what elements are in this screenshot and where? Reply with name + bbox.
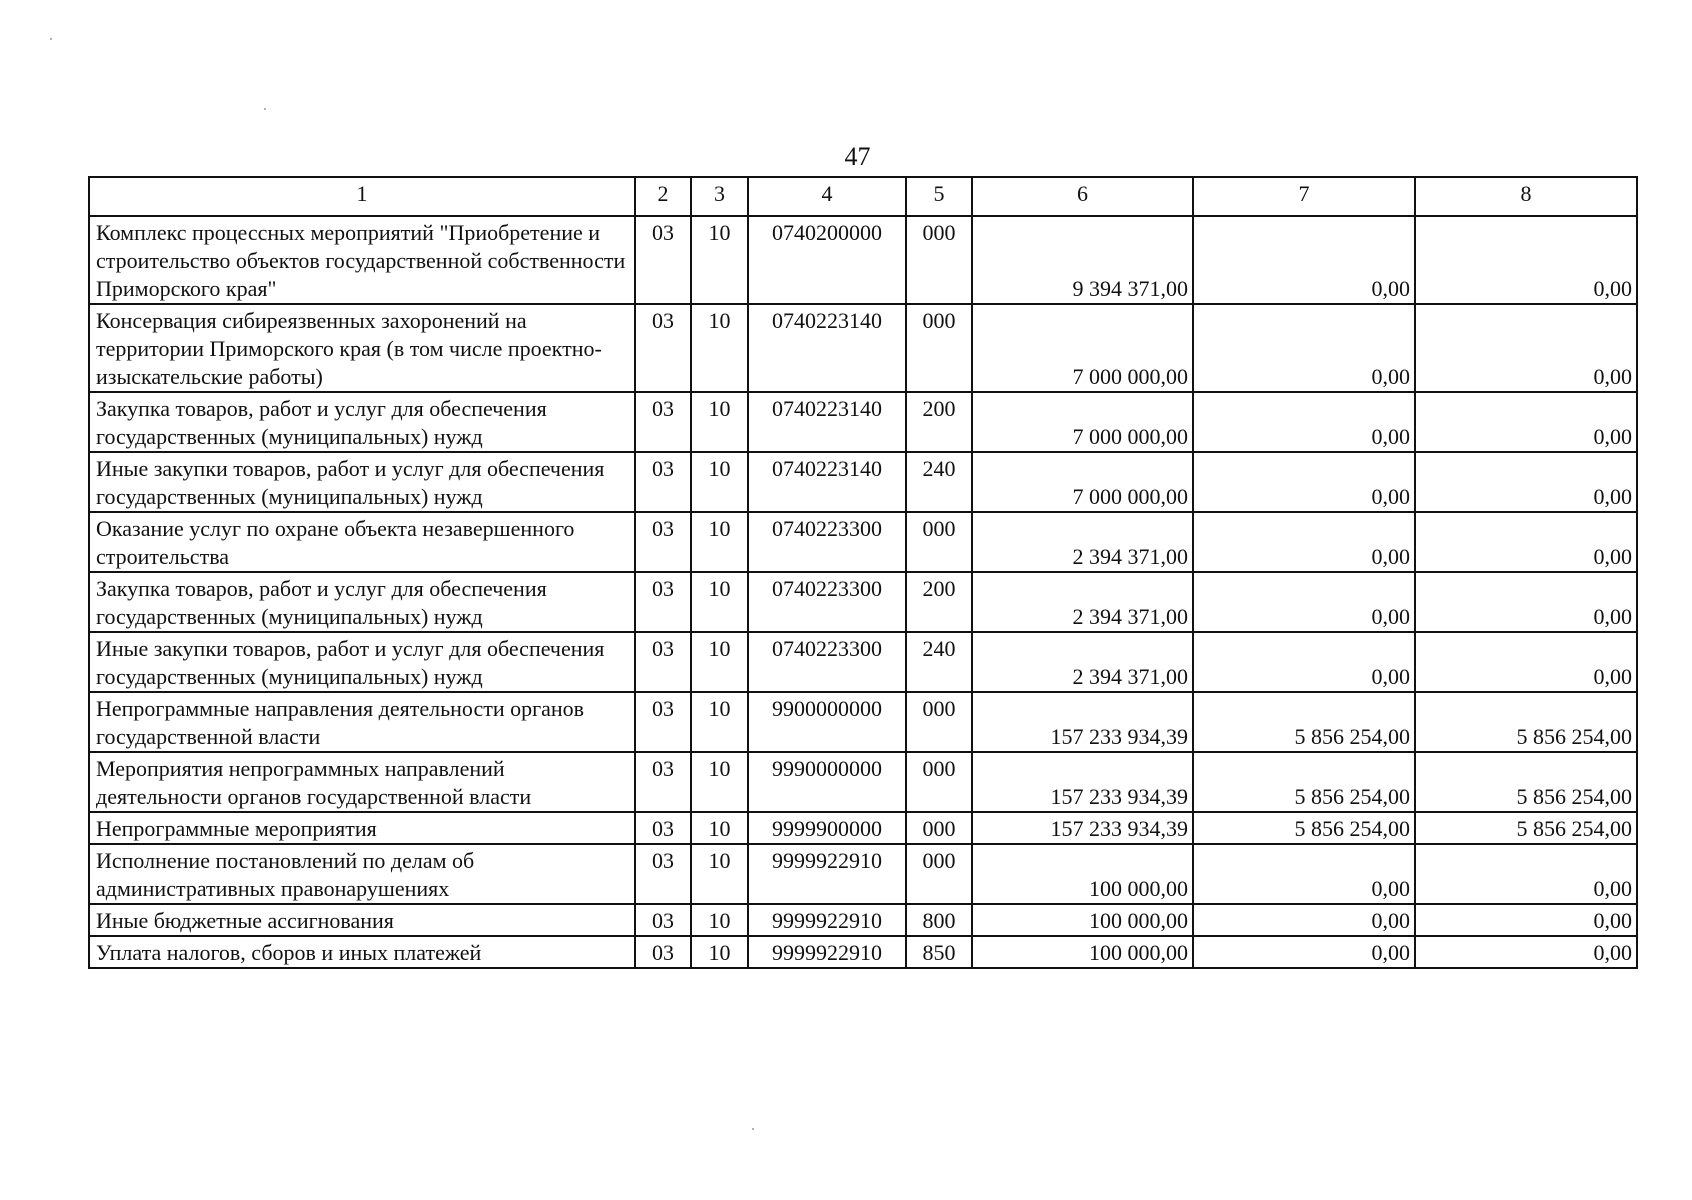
amount-cell: 0,00 — [1415, 512, 1637, 572]
subsection-code-cell: 10 — [691, 452, 748, 512]
target-article-cell: 0740223300 — [748, 572, 906, 632]
target-article-cell: 0740223300 — [748, 512, 906, 572]
amount-cell: 2 394 371,00 — [972, 512, 1193, 572]
scan-speck — [264, 108, 266, 110]
expense-type-cell: 800 — [906, 904, 972, 936]
column-header: 1 — [89, 177, 635, 216]
amount-cell: 2 394 371,00 — [972, 632, 1193, 692]
amount-cell: 2 394 371,00 — [972, 572, 1193, 632]
amount-cell: 5 856 254,00 — [1193, 692, 1415, 752]
subsection-code-cell: 10 — [691, 216, 748, 304]
section-code-cell: 03 — [635, 392, 691, 452]
subsection-code-cell: 10 — [691, 572, 748, 632]
item-name-cell: Закупка товаров, работ и услуг для обеспечения государственных (муниципальных) нужд — [89, 392, 635, 452]
expense-type-cell: 000 — [906, 512, 972, 572]
section-code-cell: 03 — [635, 752, 691, 812]
expense-type-cell: 000 — [906, 752, 972, 812]
section-code-cell: 03 — [635, 512, 691, 572]
amount-cell: 5 856 254,00 — [1415, 812, 1637, 844]
subsection-code-cell: 10 — [691, 512, 748, 572]
amount-cell: 157 233 934,39 — [972, 812, 1193, 844]
table-row — [89, 752, 1637, 812]
amount-cell: 0,00 — [1193, 512, 1415, 572]
amount-cell: 0,00 — [1193, 936, 1415, 968]
amount-cell: 7 000 000,00 — [972, 452, 1193, 512]
column-header: 7 — [1193, 177, 1415, 216]
amount-cell: 0,00 — [1415, 216, 1637, 304]
section-code-cell: 03 — [635, 812, 691, 844]
table-row — [89, 812, 1637, 844]
table-row — [89, 304, 1637, 392]
amount-cell: 100 000,00 — [972, 904, 1193, 936]
expense-type-cell: 000 — [906, 304, 972, 392]
section-code-cell: 03 — [635, 572, 691, 632]
amount-cell: 0,00 — [1415, 304, 1637, 392]
item-name-cell: Непрограммные мероприятия — [89, 812, 635, 844]
subsection-code-cell: 10 — [691, 632, 748, 692]
subsection-code-cell: 10 — [691, 904, 748, 936]
table-row — [89, 632, 1637, 692]
section-code-cell: 03 — [635, 844, 691, 904]
amount-cell: 0,00 — [1193, 904, 1415, 936]
table-header — [89, 177, 1637, 216]
scan-speck — [752, 1128, 754, 1130]
target-article-cell: 0740223140 — [748, 452, 906, 512]
table-row — [89, 452, 1637, 512]
amount-cell: 0,00 — [1415, 904, 1637, 936]
item-name-cell: Мероприятия непрограммных направлений деятельности органов государственной власти — [89, 752, 635, 812]
amount-cell: 0,00 — [1193, 216, 1415, 304]
section-code-cell: 03 — [635, 692, 691, 752]
table-body — [89, 216, 1637, 968]
amount-cell: 0,00 — [1193, 844, 1415, 904]
amount-cell: 5 856 254,00 — [1193, 812, 1415, 844]
section-code-cell: 03 — [635, 304, 691, 392]
amount-cell: 5 856 254,00 — [1415, 752, 1637, 812]
amount-cell: 0,00 — [1193, 304, 1415, 392]
amount-cell: 0,00 — [1193, 632, 1415, 692]
expense-type-cell: 200 — [906, 572, 972, 632]
amount-cell: 157 233 934,39 — [972, 752, 1193, 812]
table-row — [89, 572, 1637, 632]
section-code-cell: 03 — [635, 452, 691, 512]
expense-type-cell: 240 — [906, 452, 972, 512]
table-row — [89, 216, 1637, 304]
amount-cell: 0,00 — [1415, 936, 1637, 968]
target-article-cell: 0740223140 — [748, 304, 906, 392]
column-header: 3 — [691, 177, 748, 216]
table-row — [89, 512, 1637, 572]
amount-cell: 5 856 254,00 — [1193, 752, 1415, 812]
item-name-cell: Иные закупки товаров, работ и услуг для обеспечения государственных (муниципальных) нужд — [89, 632, 635, 692]
expense-type-cell: 240 — [906, 632, 972, 692]
item-name-cell: Закупка товаров, работ и услуг для обеспечения государственных (муниципальных) нужд — [89, 572, 635, 632]
section-code-cell: 03 — [635, 216, 691, 304]
column-header: 6 — [972, 177, 1193, 216]
amount-cell: 0,00 — [1193, 392, 1415, 452]
amount-cell: 0,00 — [1415, 572, 1637, 632]
header-row — [89, 177, 1637, 216]
target-article-cell: 9990000000 — [748, 752, 906, 812]
table-row — [89, 936, 1637, 968]
subsection-code-cell: 10 — [691, 304, 748, 392]
subsection-code-cell: 10 — [691, 692, 748, 752]
table-row — [89, 844, 1637, 904]
scan-speck — [50, 38, 52, 40]
amount-cell: 0,00 — [1415, 392, 1637, 452]
amount-cell: 7 000 000,00 — [972, 304, 1193, 392]
subsection-code-cell: 10 — [691, 812, 748, 844]
expense-type-cell: 000 — [906, 844, 972, 904]
section-code-cell: 03 — [635, 904, 691, 936]
amount-cell: 0,00 — [1193, 452, 1415, 512]
target-article-cell: 9900000000 — [748, 692, 906, 752]
expense-type-cell: 000 — [906, 692, 972, 752]
amount-cell: 0,00 — [1415, 632, 1637, 692]
expense-type-cell: 200 — [906, 392, 972, 452]
subsection-code-cell: 10 — [691, 844, 748, 904]
column-header: 2 — [635, 177, 691, 216]
expense-type-cell: 000 — [906, 812, 972, 844]
amount-cell: 0,00 — [1415, 452, 1637, 512]
target-article-cell: 0740223300 — [748, 632, 906, 692]
item-name-cell: Комплекс процессных мероприятий "Приобретение и строительство объектов государственной собственности Приморского края" — [89, 216, 635, 304]
table-row — [89, 904, 1637, 936]
column-header: 4 — [748, 177, 906, 216]
subsection-code-cell: 10 — [691, 936, 748, 968]
target-article-cell: 9999922910 — [748, 936, 906, 968]
section-code-cell: 03 — [635, 936, 691, 968]
target-article-cell: 0740200000 — [748, 216, 906, 304]
subsection-code-cell: 10 — [691, 392, 748, 452]
expense-type-cell: 850 — [906, 936, 972, 968]
amount-cell: 9 394 371,00 — [972, 216, 1193, 304]
item-name-cell: Консервация сибиреязвенных захоронений на территории Приморского края (в том числе проектно-изыскательские работы) — [89, 304, 635, 392]
section-code-cell: 03 — [635, 632, 691, 692]
item-name-cell: Исполнение постановлений по делам об административных правонарушениях — [89, 844, 635, 904]
amount-cell: 5 856 254,00 — [1415, 692, 1637, 752]
item-name-cell: Иные бюджетные ассигнования — [89, 904, 635, 936]
amount-cell: 100 000,00 — [972, 936, 1193, 968]
amount-cell: 7 000 000,00 — [972, 392, 1193, 452]
amount-cell: 0,00 — [1193, 572, 1415, 632]
subsection-code-cell: 10 — [691, 752, 748, 812]
item-name-cell: Иные закупки товаров, работ и услуг для обеспечения государственных (муниципальных) нужд — [89, 452, 635, 512]
budget-table — [88, 176, 1638, 969]
item-name-cell: Непрограммные направления деятельности органов государственной власти — [89, 692, 635, 752]
amount-cell: 0,00 — [1415, 844, 1637, 904]
page-number: 47 — [844, 142, 871, 171]
table-row — [89, 692, 1637, 752]
column-header: 8 — [1415, 177, 1637, 216]
target-article-cell: 0740223140 — [748, 392, 906, 452]
expense-type-cell: 000 — [906, 216, 972, 304]
amount-cell: 157 233 934,39 — [972, 692, 1193, 752]
target-article-cell: 9999922910 — [748, 844, 906, 904]
item-name-cell: Уплата налогов, сборов и иных платежей — [89, 936, 635, 968]
item-name-cell: Оказание услуг по охране объекта незавершенного строительства — [89, 512, 635, 572]
target-article-cell: 9999922910 — [748, 904, 906, 936]
target-article-cell: 9999900000 — [748, 812, 906, 844]
column-header: 5 — [906, 177, 972, 216]
table-row — [89, 392, 1637, 452]
amount-cell: 100 000,00 — [972, 844, 1193, 904]
